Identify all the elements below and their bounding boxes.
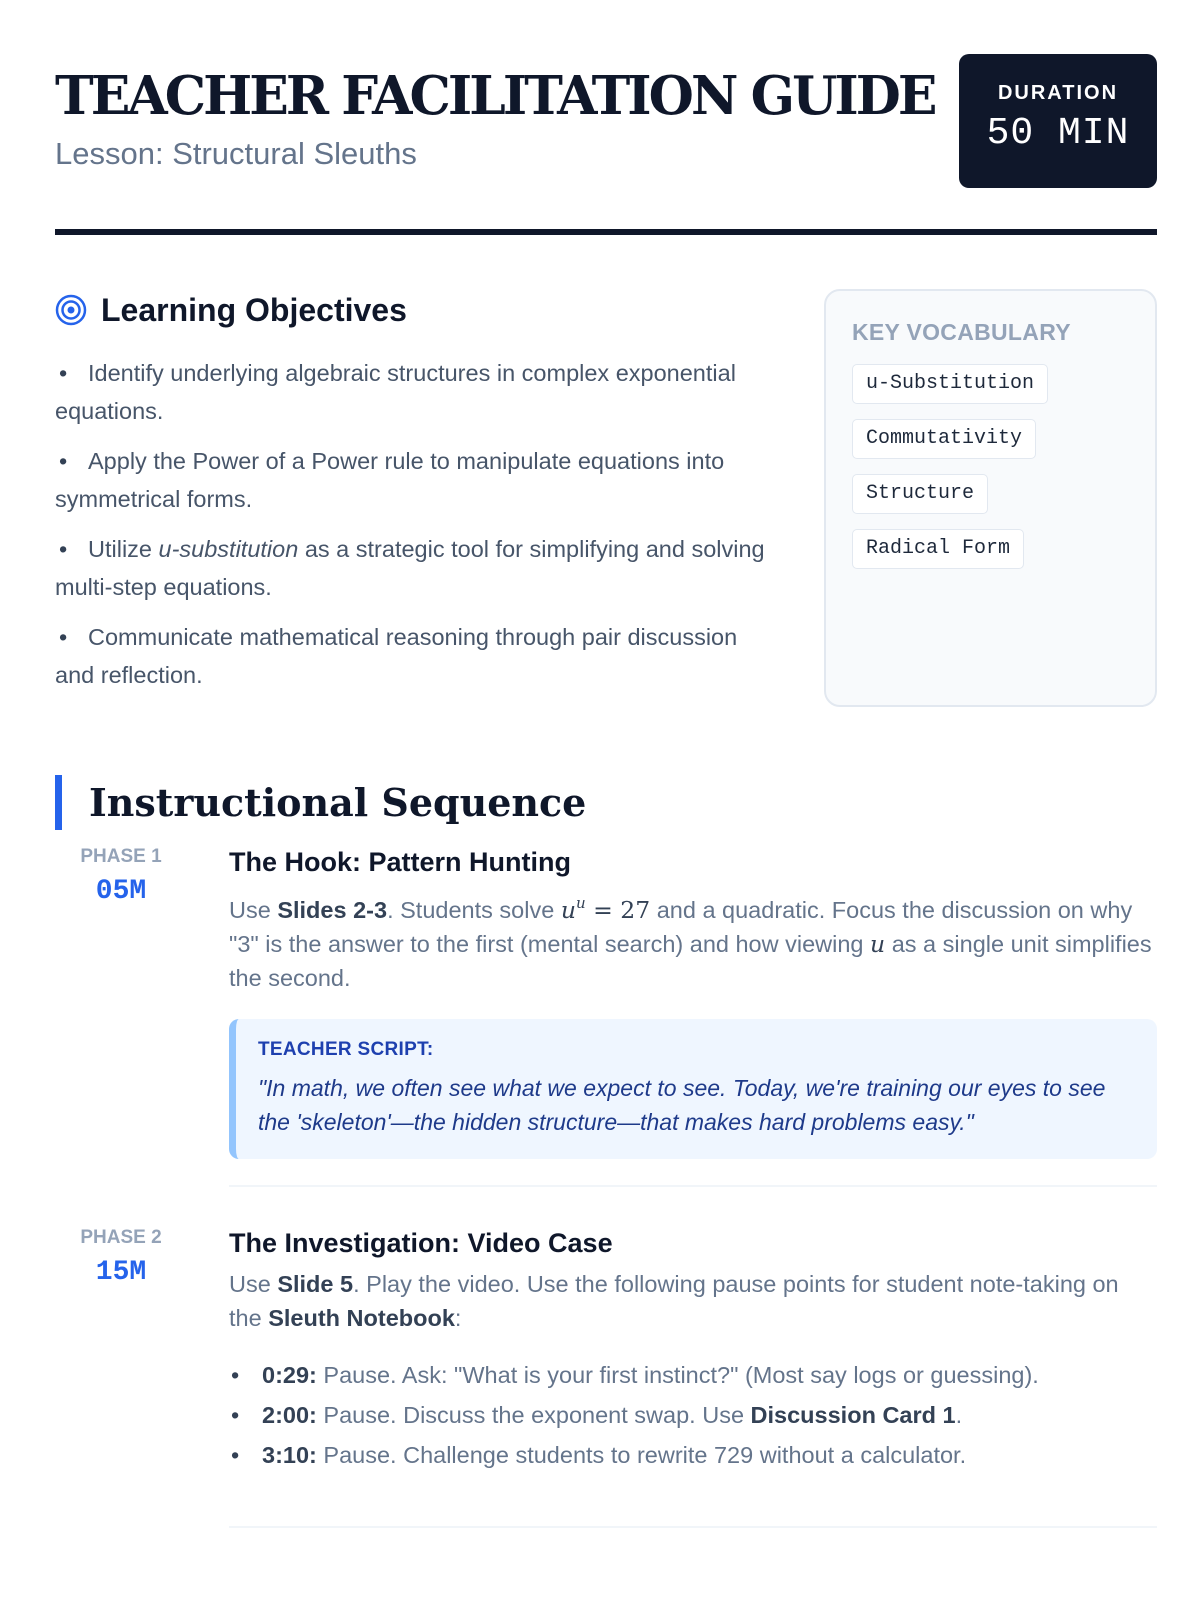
facilitation-guide-page <box>55 0 1157 1600</box>
vocabulary-title: KEY VOCABULARY <box>852 319 1071 345</box>
teacher-script-callout <box>229 1019 1157 1159</box>
objective-item: • Communicate mathematical reasoning through pair discussion and reflection. <box>55 618 775 694</box>
pause-text: Pause. Discuss the exponent swap. Use <box>316 1402 751 1428</box>
objective-item <box>55 530 775 606</box>
vocabulary-tag: Radical Form <box>852 529 1024 569</box>
pause-point <box>229 1395 1157 1435</box>
vocabulary-tag: u-Substitution <box>852 364 1048 404</box>
math-exponent: u <box>575 894 586 912</box>
pause-text: Pause. Challenge students to rewrite 729 without a calculator. <box>316 1442 967 1468</box>
math-rest: = 27 <box>585 896 651 924</box>
text-run: . Play the video. Use the following pause points for student note-taking on the <box>229 1271 1119 1331</box>
sequence-title: Instructional Sequence <box>89 780 587 825</box>
vocabulary-tags <box>852 364 1129 584</box>
pause-timestamp: 2:00: <box>262 1402 317 1428</box>
duration-badge <box>959 54 1157 188</box>
objective-item: • Identify underlying algebraic structures in complex exponential equations. <box>55 354 775 430</box>
duration-label: DURATION <box>997 82 1119 104</box>
objectives-title: Learning Objectives <box>101 291 407 328</box>
phase-body <box>229 846 1157 1159</box>
phase-description <box>229 886 1157 995</box>
key-vocabulary-panel <box>824 289 1157 707</box>
lesson-subtitle: Lesson: Structural Sleuths <box>55 136 417 171</box>
pause-timestamp: 0:29: <box>262 1362 317 1388</box>
duration-value: 50 MIN <box>986 112 1130 155</box>
header-divider <box>55 229 1157 235</box>
vocabulary-tag: Commutativity <box>852 419 1036 459</box>
slide-reference: Slides 2-3 <box>277 897 388 923</box>
phase-meta <box>55 1227 187 1288</box>
phase-meta <box>55 846 187 907</box>
notebook-reference: Sleuth Notebook <box>268 1305 455 1331</box>
text-run: and a quadratic. Focus the discussion on why "3" is the answer to the first (mental search) and how viewing <box>229 897 1133 957</box>
phase-label: PHASE 1 <box>80 846 162 867</box>
objective-item: • Apply the Power of a Power rule to manipulate equations into symmetrical forms. <box>55 442 775 518</box>
phase-label: PHASE 2 <box>80 1227 162 1248</box>
objectives-heading <box>55 290 775 330</box>
page-title: TEACHER FACILITATION GUIDE <box>55 65 935 127</box>
phase-body <box>229 1227 1157 1475</box>
text-run: . Students solve <box>387 897 561 923</box>
phase-duration: 15M <box>95 1257 147 1288</box>
guide-header <box>55 54 1157 190</box>
script-quote: "In math, we often see what we expect to see. Today, we're training our eyes to see the 'skeleton'—the hidden structure—that makes hard problems easy." <box>258 1075 1106 1135</box>
math-variable: u <box>870 930 886 958</box>
phase-divider <box>229 1526 1157 1528</box>
pause-point <box>229 1355 1157 1395</box>
vocabulary-tag: Structure <box>852 474 988 514</box>
objective-text: Utilize <box>88 536 159 562</box>
pause-point <box>229 1435 1157 1475</box>
text-run: : <box>454 1305 462 1331</box>
learning-objectives-section <box>55 290 775 706</box>
text-run: Use <box>229 1271 278 1297</box>
target-icon <box>55 294 87 326</box>
text-run: as a single unit simplifies the second. <box>229 931 1152 991</box>
phase-description <box>229 1267 1157 1335</box>
pause-text: Pause. Ask: "What is your first instinct?" (Most say logs or guessing). <box>316 1362 1039 1388</box>
phase-title: The Investigation: Video Case <box>229 1228 613 1258</box>
phase-duration: 05M <box>95 876 147 907</box>
pause-points-list <box>229 1355 1157 1475</box>
math-equation <box>561 896 650 924</box>
instructional-sequence-heading <box>55 775 586 830</box>
phase-title: The Hook: Pattern Hunting <box>229 847 571 877</box>
pause-timestamp: 3:10: <box>262 1442 317 1468</box>
math-base: u <box>560 896 576 924</box>
objective-text: as a strategic tool for simplifying and solving multi-step equations. <box>55 536 765 600</box>
discussion-card-reference: Discussion Card 1 <box>750 1402 956 1428</box>
objectives-list <box>55 354 775 694</box>
text-run: Use <box>229 897 278 923</box>
pause-text: . <box>955 1402 963 1428</box>
objective-emphasis: u-substitution <box>158 536 299 562</box>
script-label: TEACHER SCRIPT: <box>258 1039 434 1060</box>
phase-divider <box>229 1185 1157 1187</box>
slide-reference: Slide 5 <box>277 1271 354 1297</box>
